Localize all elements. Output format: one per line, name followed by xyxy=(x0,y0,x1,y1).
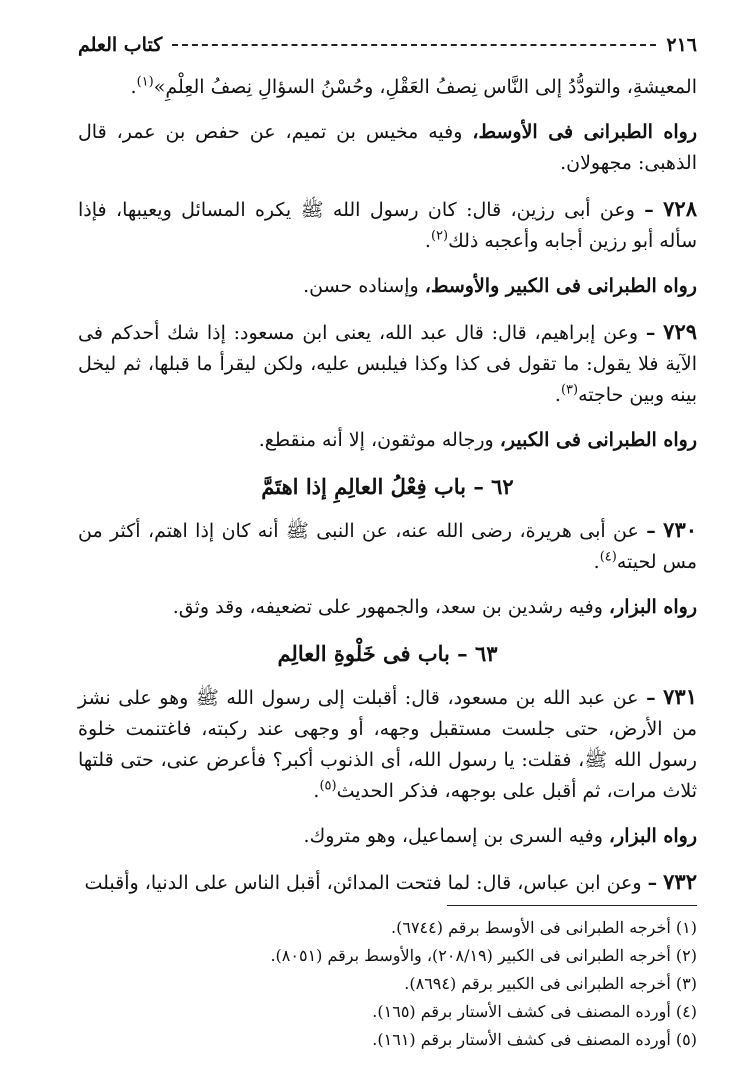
source-name: رواه البزار، xyxy=(608,825,697,847)
hadith-entry: ٧٢٨ – وعن أبى رزين، قال: كان رسول الله ﷺ يكره المسائل ويعيبها، فإذا سأله أبو رزين أجابه وأعجبه ذلك$^{(٢)}$. xyxy=(78,196,697,252)
hadith-text: وعن إبراهيم، قال: قال عبد الله، يعنى ابن مسعود: إذا شك أحدكم فى الآية فلا يقول: ما تقول فى كذا وكذا فيلبس عليه، ولكن ليقرأ ما قبلها، ثم ليخل بينه وبين حاجته xyxy=(78,322,697,406)
sentence-end: . xyxy=(130,76,137,98)
header-rule xyxy=(172,44,656,46)
hadith-entry: ٧٣٢ – وعن ابن عباس، قال: لما فتحت المدائن، أقبل الناس على الدنيا، وأقبلت xyxy=(84,869,697,894)
hadith-entry: ٧٣١ – عن عبد الله بن مسعود، قال: أقبلت إلى رسول الله ﷺ وهو على نشز من الأرض، حتى جلست مستقبل وجهه، أو وجهى عند ركبته، فاغتنمت خلوة رسول الله ﷺ، فقلت: يا رسول الله، أى الذنوب أكبر؟ فأعرض عنى، حتى قلتها ثلاث مرات، ثم أقبل على بوجهه، فذكر الحديث$^{(٥)}$. xyxy=(78,684,697,802)
narration-source xyxy=(78,592,697,623)
source-name: رواه البزار، xyxy=(608,596,697,618)
footnote-rule xyxy=(447,905,697,906)
source-text: وفيه مخيس بن تميم، عن حفص بن عمر، قال الذهبى: مجهولان. xyxy=(78,121,697,174)
continued-hadith xyxy=(78,72,697,103)
narration-source xyxy=(78,271,697,302)
footnote-2: (٢) أخرجه الطبرانى فى الكبير (٢٠٨/١٩)، والأوسط برقم (٨٠٥١). xyxy=(270,946,697,965)
footnote-marker: (١) xyxy=(136,74,154,90)
hadith-entry: ٧٣٠ – عن أبى هريرة، رضى الله عنه، عن النبى ﷺ أنه كان إذا اهتم، أكثر من مس لحيته$^{(٤)}$. xyxy=(78,517,698,573)
hadith-text: عن عبد الله بن مسعود، قال: أقبلت إلى رسول الله ﷺ وهو على نشز من الأرض، حتى جلست مستقبل وجهه، أو وجهى عند ركبته، فاغتنمت خلوة رسول الله ﷺ، فقلت: يا رسول الله، أى الذنوب أكبر؟ فأعرض عنى، حتى قلتها ثلاث مرات، ثم أقبل على بوجهه، فذكر الحديث xyxy=(78,687,697,802)
source-name: رواه الطبرانى فى الكبير والأوسط، xyxy=(424,275,697,297)
footnote-marker: (٤) xyxy=(599,549,617,565)
hadith-text: وعن ابن عباس، قال: لما فتحت المدائن، أقبل الناس على الدنيا، وأقبلت xyxy=(84,872,642,894)
source-text: وفيه رشدين بن سعد، والجمهور على تضعيفه، وقد وثق. xyxy=(172,596,609,618)
footnote-marker: (٣) xyxy=(560,382,579,398)
source-name: رواه الطبرانى فى الأوسط، xyxy=(472,121,698,143)
hadith-number: ٧٢٨ xyxy=(663,196,697,221)
chapter-heading: ٦٢ – باب فِعْلُ العالِمِ إذا اهتَمَّ xyxy=(261,474,514,499)
hadith-text: المعيشةِ، والتودُّدُ إلى النَّاس نِصفُ العَقْلِ، وحُسْنُ السؤالِ نِصفُ العِلْمِ» xyxy=(153,76,697,98)
footnote-3: (٣) أخرجه الطبرانى فى الكبير برقم (٨٦٩٤). xyxy=(404,974,697,993)
footnote-marker: (٢) xyxy=(430,228,449,244)
page-number: ٢١٦ xyxy=(666,34,697,56)
footnote-4: (٤) أورده المصنف فى كشف الأستار برقم (١٦٥). xyxy=(372,1002,697,1021)
page-body xyxy=(78,72,697,913)
footnote-marker: (٥) xyxy=(319,778,337,794)
narration-source xyxy=(78,425,697,456)
hadith-number: ٧٣٠ xyxy=(663,517,698,542)
running-header xyxy=(78,34,697,56)
sentence-end: . xyxy=(593,551,600,573)
sentence-end: . xyxy=(424,230,431,252)
source-name: رواه الطبرانى فى الكبير، xyxy=(499,429,697,451)
sentence-end: . xyxy=(313,780,320,802)
footnotes-section xyxy=(78,905,697,1054)
footnote-1: (١) أخرجه الطبرانى فى الأوسط برقم (٦٧٤٤). xyxy=(391,918,697,937)
chapter-heading: ٦٣ – باب فى خَلْوةِ العالِم xyxy=(277,641,498,666)
narration-source xyxy=(78,117,697,179)
source-text: وإسناده حسن. xyxy=(303,275,425,297)
source-text: ورجاله موثقون، إلا أنه منقطع. xyxy=(258,429,500,451)
hadith-entry: ٧٢٩ – وعن إبراهيم، قال: قال عبد الله، يعنى ابن مسعود: إذا شك أحدكم فى الآية فلا يقول: ما تقول فى كذا وكذا فيلبس عليه، ولكن ليقرأ ما قبلها، ثم ليخل بينه وبين حاجته$^{(٣)}$. xyxy=(78,319,698,406)
book-title: كتاب العلم xyxy=(78,34,163,56)
hadith-number: ٧٢٩ xyxy=(663,319,698,344)
footnote-5: (٥) أورده المصنف فى كشف الأستار برقم (١٦١). xyxy=(372,1030,697,1049)
hadith-number: ٧٣٢ xyxy=(663,869,697,894)
hadith-text: وعن أبى رزين، قال: كان رسول الله ﷺ يكره المسائل ويعيبها، فإذا سأله أبو رزين أجابه وأعجبه ذلك xyxy=(78,199,697,252)
narration-source xyxy=(78,821,697,852)
source-text: وفيه السرى بن إسماعيل، وهو متروك. xyxy=(303,825,609,847)
sentence-end: . xyxy=(554,384,561,406)
hadith-text: عن أبى هريرة، رضى الله عنه، عن النبى ﷺ أنه كان إذا اهتم، أكثر من مس لحيته xyxy=(78,520,697,573)
hadith-number: ٧٣١ xyxy=(663,684,697,709)
